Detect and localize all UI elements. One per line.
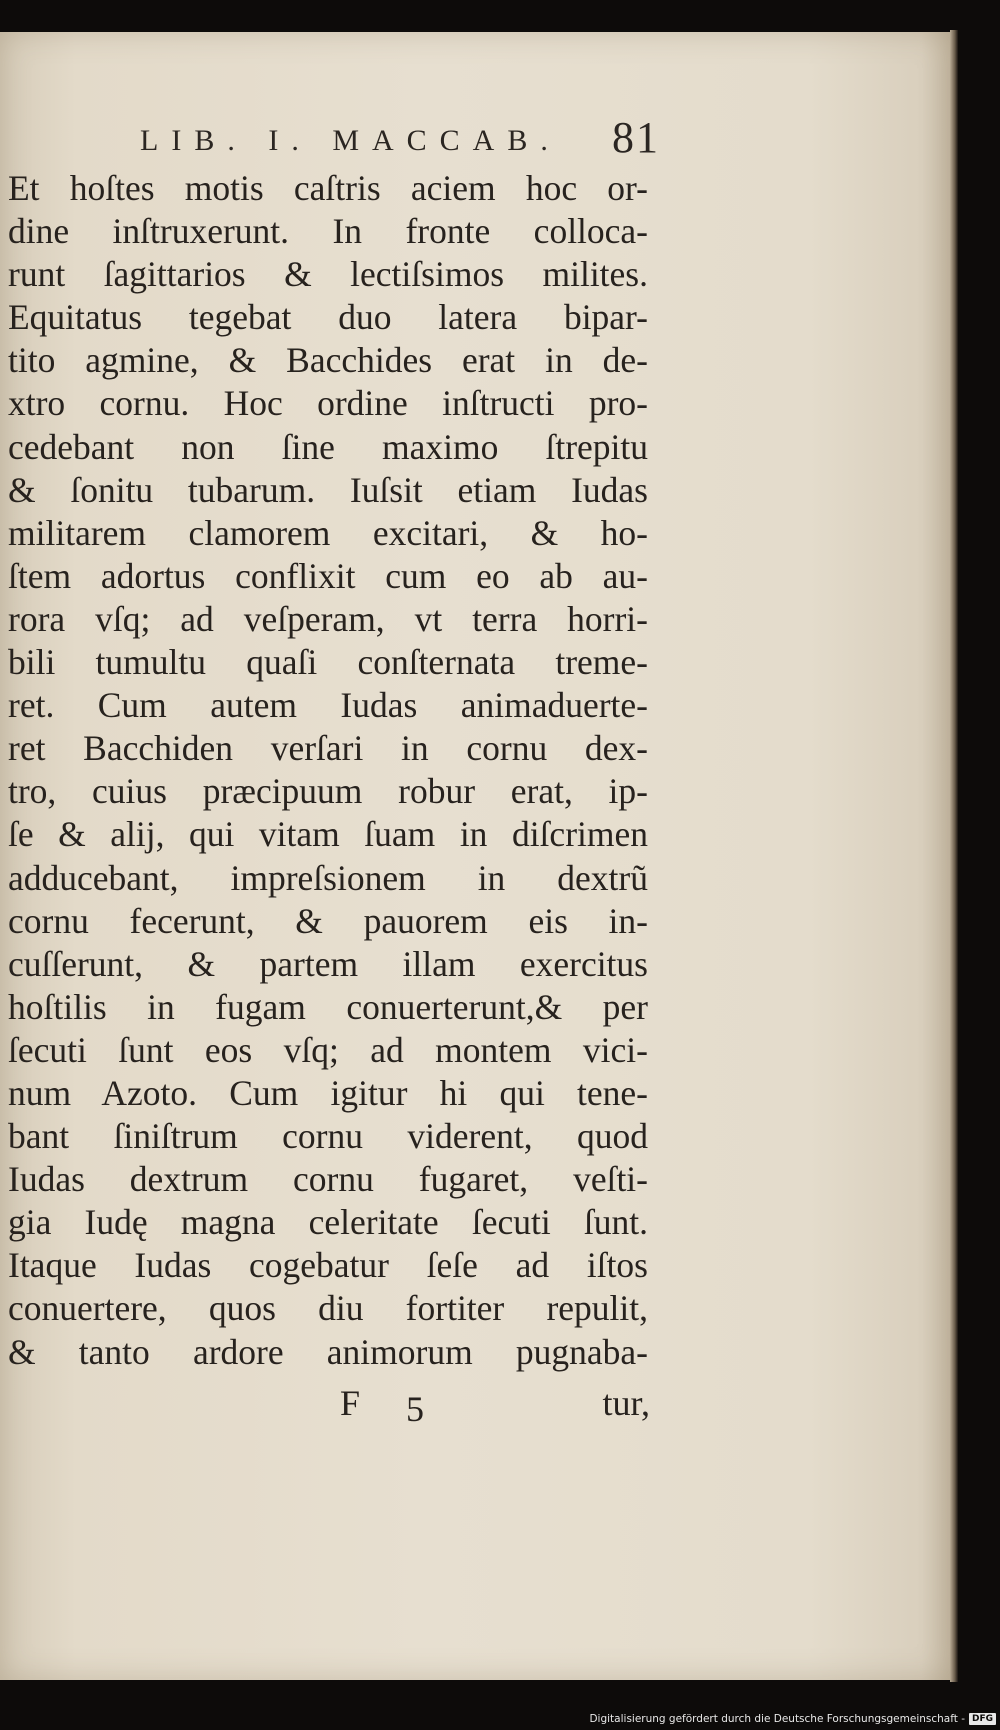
text-line: num Azoto. Cum igitur hi qui tene-: [8, 1072, 648, 1113]
page-footer: [340, 1382, 650, 1432]
text-line: cedebant non ſine maximo ſtrepitu: [8, 426, 648, 467]
page-edge-shadow: [950, 30, 958, 1682]
text-line: xtro cornu. Hoc ordine inſtructi pro-: [8, 383, 648, 424]
text-line: tito agmine, & Bacchides erat in de-: [8, 340, 648, 381]
digitization-credit: [589, 1711, 996, 1727]
text-line: Equitatus tegebat duo latera bipar-: [8, 297, 648, 338]
text-line: hoſtilis in fugam conuerterunt,& per: [8, 986, 648, 1027]
text-line: rora vſq; ad veſperam, vt terra horri-: [8, 598, 648, 639]
text-line: bili tumultu quaſi conſternata treme-: [8, 642, 648, 683]
text-line: Et hoſtes motis caſtris aciem hoc or-: [8, 168, 648, 208]
catchword: tur,: [602, 1383, 650, 1423]
text-line: & ſonitu tubarum. Iuſsit etiam Iudas: [8, 469, 648, 510]
running-head: [140, 112, 660, 168]
book-page: [0, 32, 950, 1680]
text-line: cuſſerunt, & partem illam exercitus: [8, 943, 648, 984]
text-line: ſtem adortus conflixit cum eo ab au-: [8, 555, 648, 596]
text-line: cornu fecerunt, & pauorem eis in-: [8, 900, 648, 941]
text-line: ret. Cum autem Iudas animaduerte-: [8, 685, 648, 726]
text-line: tro, cuius præcipuum robur erat, ip-: [8, 771, 648, 812]
credit-text: Digitalisierung gefördert durch die Deutsche Forschungsgemeinschaft -: [589, 1713, 965, 1725]
signature-mark: F: [340, 1383, 361, 1423]
text-line: conuertere, quos diu fortiter repulit,: [8, 1288, 648, 1329]
text-line: Itaque Iudas cogebatur ſeſe ad iſtos: [8, 1245, 648, 1286]
dfg-logo: DFG: [969, 1713, 996, 1725]
text-line: Iudas dextrum cornu fugaret, veſti-: [8, 1159, 648, 1200]
text-line: dine inſtruxerunt. In fronte colloca-: [8, 211, 648, 252]
text-line: & tanto ardore animorum pugnaba-: [8, 1331, 648, 1372]
running-title: LIB. I. MACCAB.: [140, 124, 561, 157]
text-line: ſecuti ſunt eos vſq; ad montem vici-: [8, 1029, 648, 1070]
signature-number: 5: [406, 1389, 424, 1429]
text-line: bant ſiniſtrum cornu viderent, quod: [8, 1116, 648, 1157]
text-line: ſe & alij, qui vitam ſuam in diſcrimen: [8, 814, 648, 855]
text-line: adducebant, impreſsionem in dextrũ: [8, 857, 648, 898]
body-text: [8, 167, 648, 1374]
text-line: ret Bacchiden verſari in cornu dex-: [8, 728, 648, 769]
text-line: gia Iudę magna celeritate ſecuti ſunt.: [8, 1202, 648, 1243]
text-line: militarem clamorem excitari, & ho-: [8, 512, 648, 553]
folio-number: 81: [612, 113, 660, 162]
text-line: runt ſagittarios & lectiſsimos milites.: [8, 254, 648, 295]
